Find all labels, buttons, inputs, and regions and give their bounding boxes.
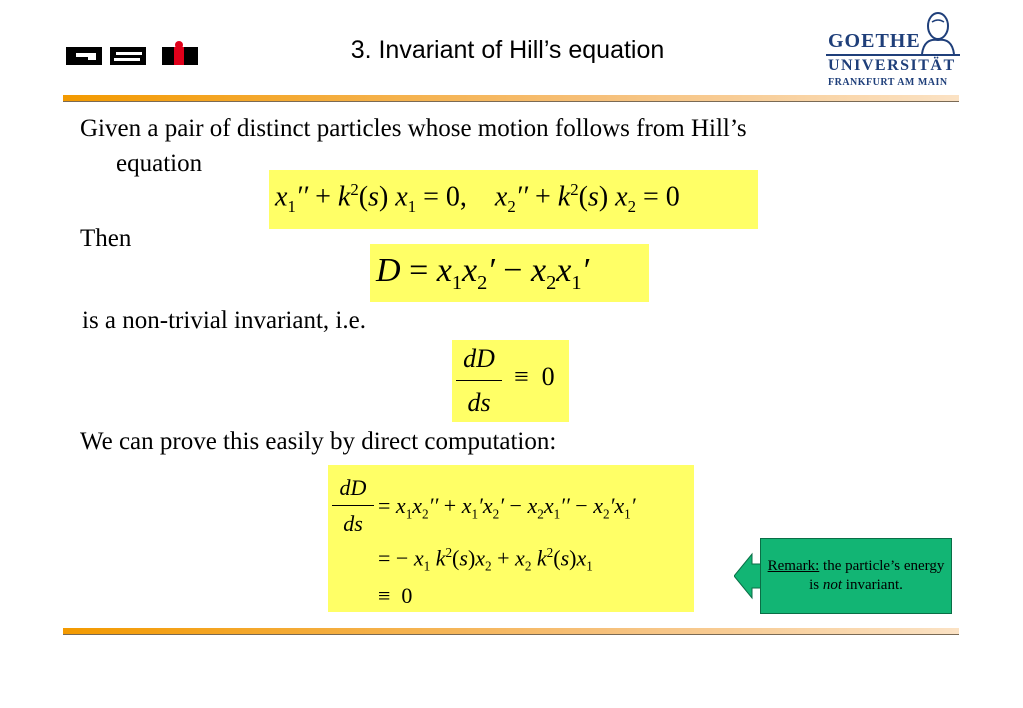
wronskian-equation: $D = x_1x_2' - x_2x_1'$ <box>376 252 589 294</box>
intro-line-1: Given a pair of distinct particles whose motion follows from Hill’s <box>80 115 747 142</box>
logo-line-goethe: GOETHE <box>828 30 921 52</box>
then-label: Then <box>80 225 132 252</box>
fraction-numerator: dD <box>463 344 495 373</box>
invariant-box <box>452 340 569 422</box>
goethe-university-logo <box>826 10 962 90</box>
equiv-zero: ≡ 0 <box>514 362 555 391</box>
top-divider-bar <box>63 95 959 102</box>
logo-line-frankfurt: FRANKFURT AM MAIN <box>828 77 948 88</box>
page-title: 3. Invariant of Hill’s equation <box>350 36 665 64</box>
logo-line-universitaet: UNIVERSITÄT <box>828 57 956 74</box>
proof-line-3: ≡ 0 <box>378 583 413 608</box>
proof-line-1: = $x_1x_2'' + x_1'x_2' - x_2x_1'' - x_2'x_1'$ <box>378 493 636 522</box>
remark-box: Remark: the particle’s energy is not invariant. <box>760 538 952 614</box>
remark-label: Remark: <box>767 558 820 574</box>
proof-line-2: = − $x_1$ $k^2(s)x_2 + x_2$ $k^2(s)x_1$ <box>378 545 593 574</box>
goethe-portrait-icon <box>918 10 958 54</box>
invariant-text: is a non-trivial invariant, i.e. <box>82 307 366 334</box>
intro-line-2: equation <box>116 150 203 177</box>
callout-arrow-icon <box>734 548 762 604</box>
hill-equation: $x_1'' + k^2(s) x_1 = 0$, $x_2'' + k^2(s) x_2 = 0$ <box>275 180 680 216</box>
bottom-divider-bar <box>63 628 959 635</box>
proof-intro-text: We can prove this easily by direct computation: <box>80 428 557 455</box>
proof-box: dD ds = $x_1x_2'' + x_1'x_2' - x_2x_1'' - x_2'x_1'$ = − $x_1$ $k^2(s)x_2 + x_2$ $k^2(s)x_1$ ≡ 0 <box>328 465 694 612</box>
wronskian-box <box>370 244 649 302</box>
hill-equation-box <box>269 170 758 229</box>
fraction-denominator: ds <box>467 388 491 417</box>
